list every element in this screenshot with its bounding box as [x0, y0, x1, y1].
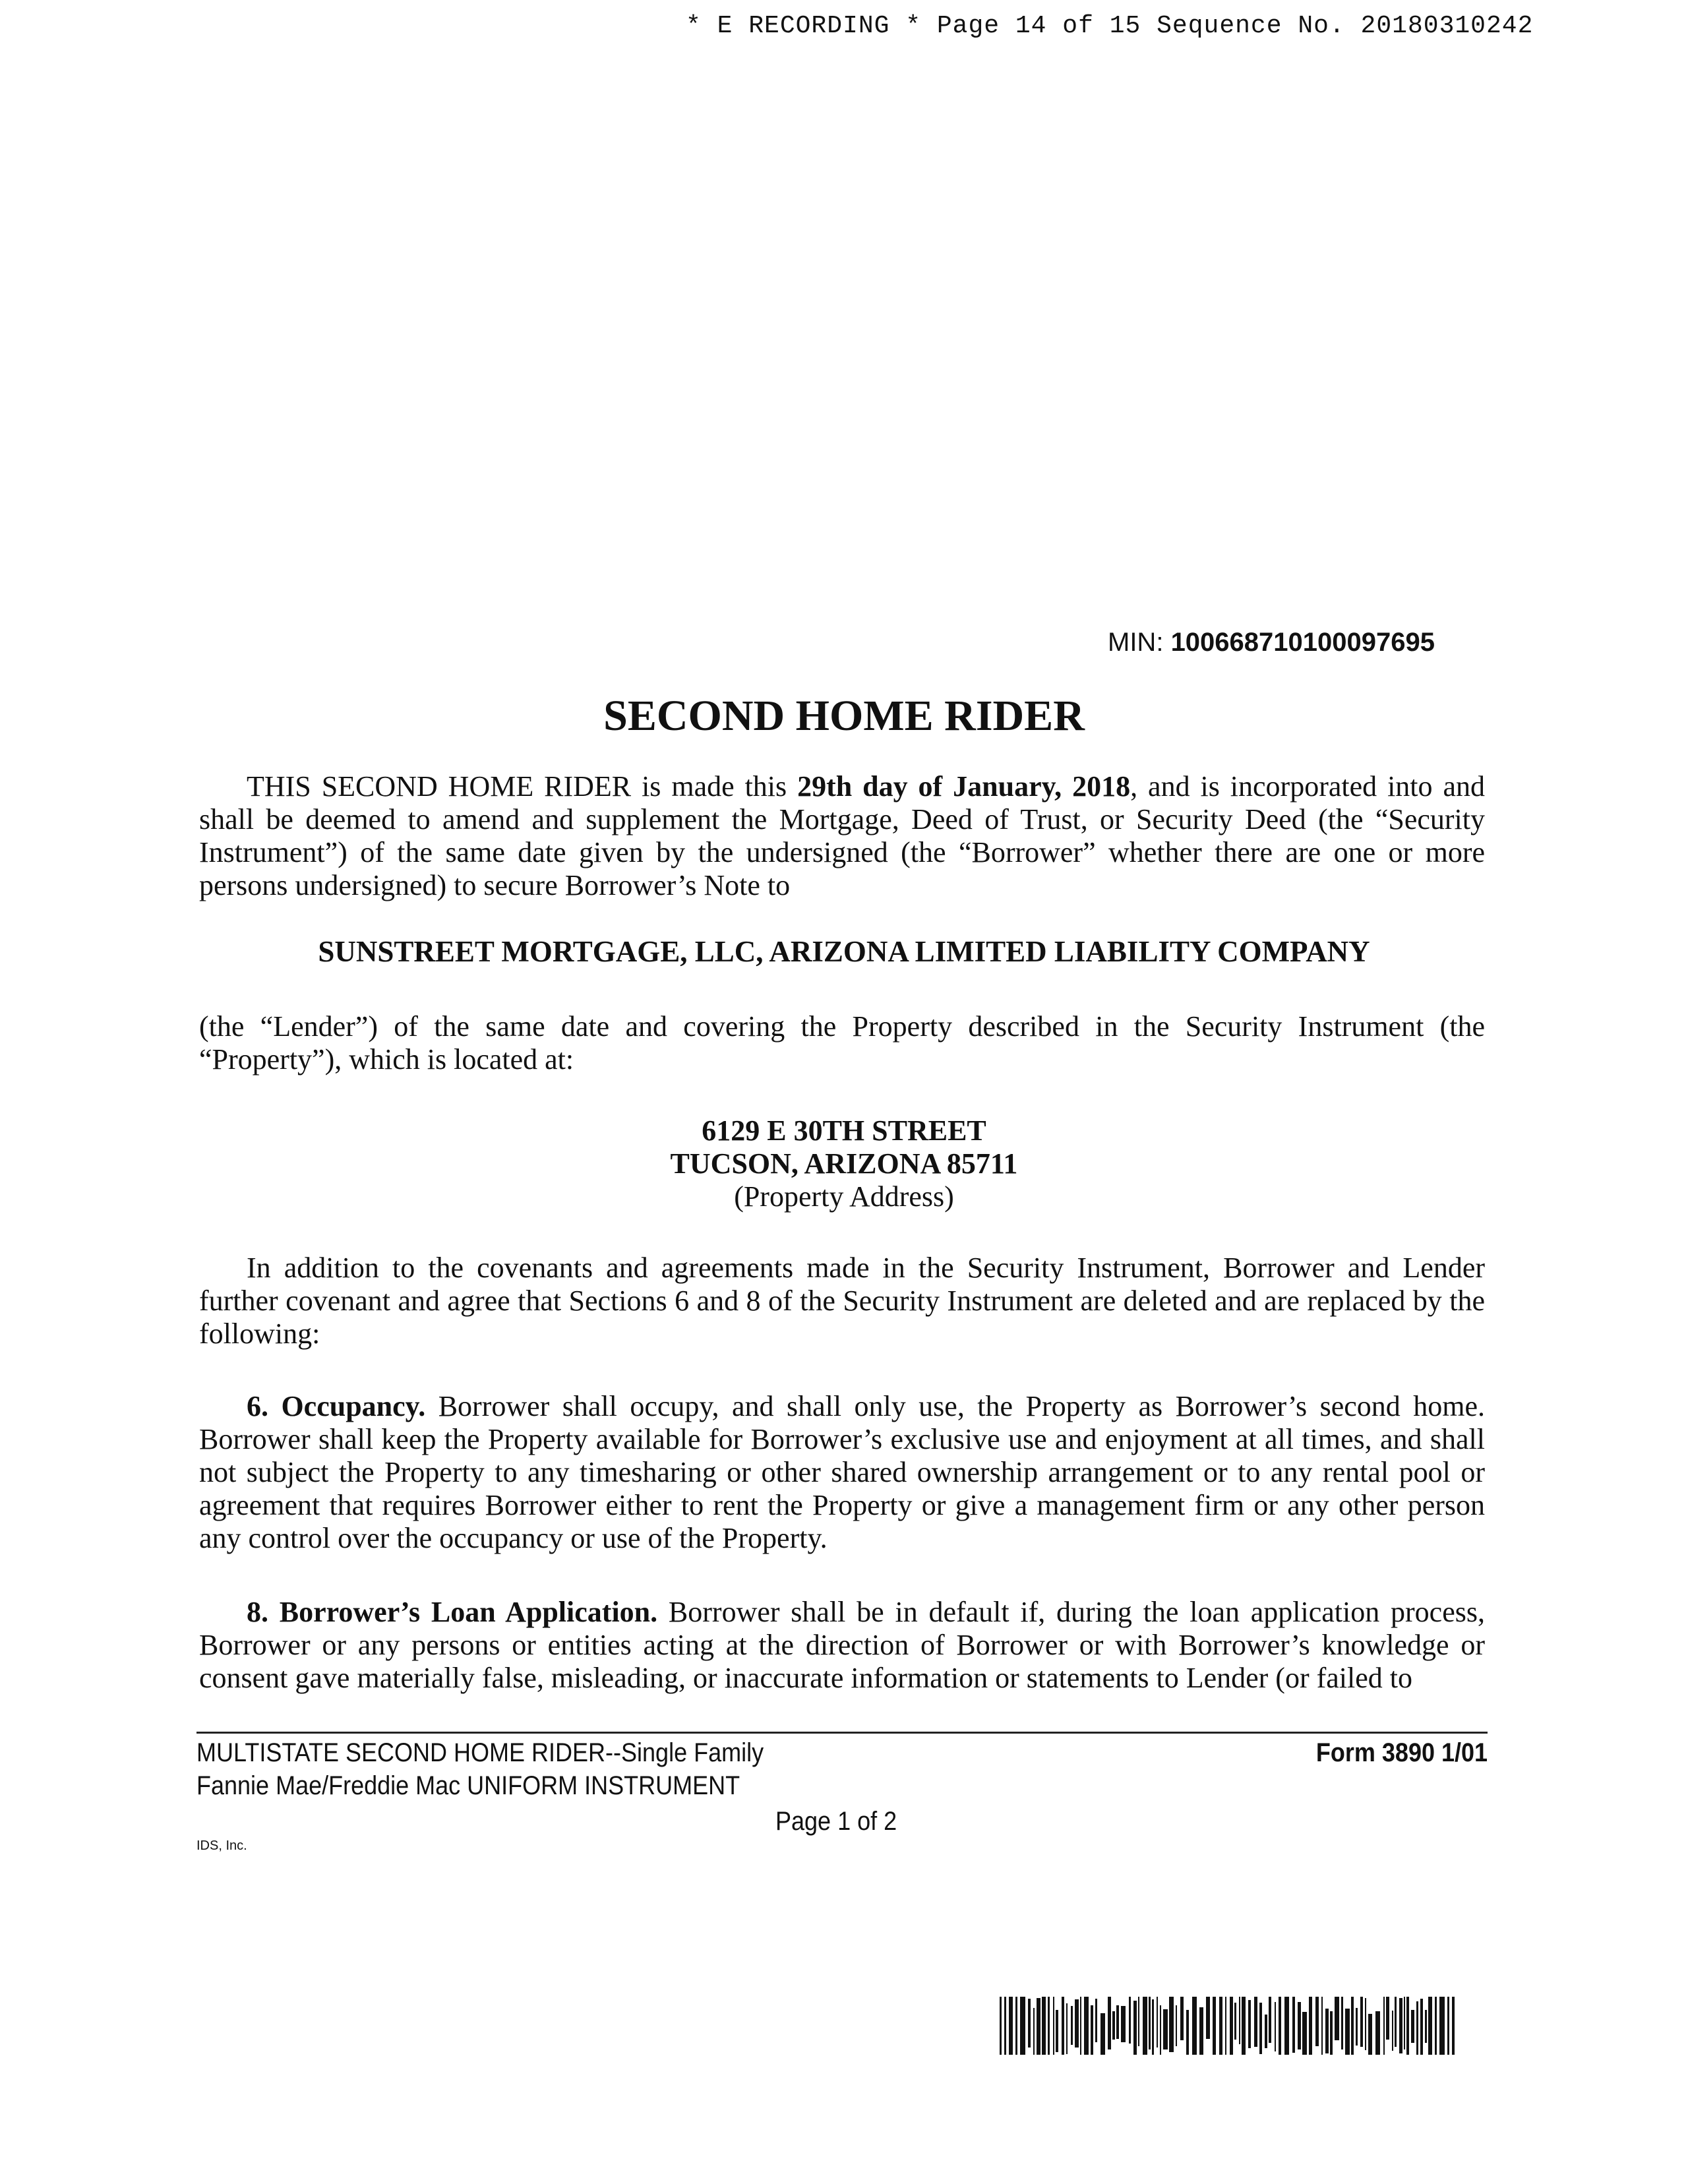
section-6-occupancy [199, 1390, 1485, 1555]
footer-divider [196, 1732, 1488, 1734]
property-address-caption: (Property Address) [734, 1180, 954, 1213]
section-6-text: Borrower shall occupy, and shall only use, the Property as Borrower’s second home. Borrower shall keep the Property available for Borrower’s exclusive use and enjoyment at all times, and shall not subject the Property to any timesharing or other shared ownership arrangement or to any rental pool or agreement that requires Borrower either to rent the Property or give a management firm or any other person any control over the occupancy or use of the Property. [199, 1390, 1485, 1554]
property-address-line1: 6129 E 30TH STREET [702, 1114, 986, 1147]
footer-instrument: Fannie Mae/Freddie Mac UNIFORM INSTRUMENT [196, 1771, 740, 1800]
section-6-heading: 6. Occupancy. [247, 1390, 426, 1422]
min-value: 100668710100097695 [1170, 628, 1435, 657]
footer-form-number: Form 3890 1/01 [1315, 1738, 1488, 1767]
intro-text-1: THIS SECOND HOME RIDER is made this [247, 770, 798, 803]
lender-paragraph: (the “Lender”) of the same date and covering the Property described in the Security Instrument (the “Property”), which is located at: [199, 1010, 1485, 1076]
document-title: SECOND HOME RIDER [603, 692, 1085, 740]
intro-text-2: , and is incorporated into and shall be deemed to amend and supplement the Mortgage, Deed of Trust, or Security Deed (the “Security Instrument”) of the same date given by the undersigned (the “Borrower” whether there are one or more persons undersigned) to secure Borrower’s Note to [199, 770, 1485, 901]
footer-page-number: Page 1 of 2 [775, 1807, 897, 1836]
recording-header: * E RECORDING * Page 14 of 15 Sequence No. 20180310242 [686, 12, 1534, 40]
covenants-paragraph [199, 1252, 1485, 1350]
covenants-text: In addition to the covenants and agreements made in the Security Instrument, Borrower and Lender further covenant and agree that Sections 6 and 8 of the Security Instrument are deleted and are replaced by the following: [199, 1252, 1485, 1350]
intro-paragraph [199, 770, 1485, 902]
section-8-text: Borrower shall be in default if, during the loan application process, Borrower or any persons or entities acting at the direction of Borrower or with Borrower’s knowledge or consent gave materially false, misleading, or inaccurate information or statements to Lender (or failed to [199, 1596, 1485, 1694]
footer-form-title [196, 1738, 764, 1768]
footer-form-subtitle: --Single Family [605, 1738, 764, 1767]
barcode-image [1000, 1997, 1470, 2055]
intro-date: 29th day of January, 2018 [797, 770, 1131, 803]
section-8-loan-application [199, 1596, 1485, 1695]
footer-form-title-main: MULTISTATE SECOND HOME RIDER [196, 1738, 606, 1767]
min-label: MIN: [1108, 628, 1164, 657]
min-number [1108, 628, 1435, 657]
section-8-heading: 8. Borrower’s Loan Application. [247, 1596, 658, 1628]
footer-ids: IDS, Inc. [196, 1838, 247, 1853]
property-address-line2: TUCSON, ARIZONA 85711 [670, 1147, 1018, 1180]
lender-name: SUNSTREET MORTGAGE, LLC, ARIZONA LIMITED LIABILITY COMPANY [318, 935, 1370, 968]
